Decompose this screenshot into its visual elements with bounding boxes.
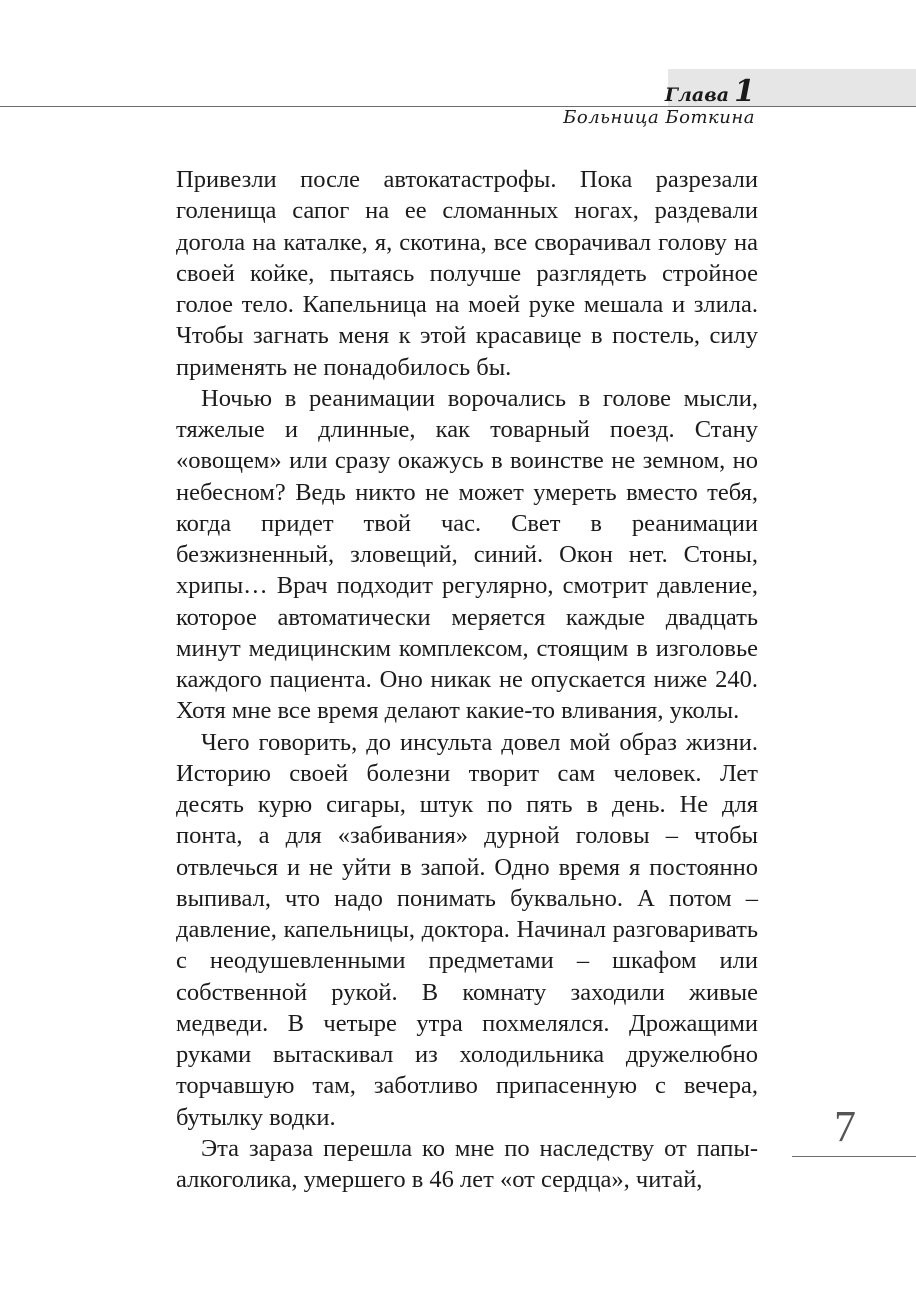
chapter-number: 1 — [734, 74, 755, 109]
footer-rule — [792, 1156, 916, 1157]
chapter-label: Глава — [664, 84, 730, 106]
paragraph: Чего говорить, до инсульта довел мой образ жизни. Историю своей болезни творит сам человек. Лет десять курю сигары, штук по пять в день. Не для понта, а для «забивания» дурной головы – чтобы отвлечься и не уйти в запой. Одно время я постоянно выпивал, что надо понимать буквально. А потом – давление, капельницы, доктора. Начинал разговаривать с неодушевленными предметами – шкафом или собственной рукой. В комнату заходили живые медведи. В четыре утра похмелялся. Дрожащими руками вытаскивал из холодильника дружелюбно торчавшую там, заботливо припасенную с вечера, бутылку водки. — [176, 728, 758, 1131]
running-section-title: Больница Боткина — [563, 107, 755, 128]
page-number: 7 — [834, 1102, 856, 1151]
paragraph: Ночью в реанимации ворочались в голове мысли, тяжелые и длинные, как товарный поезд. Стану «овощем» или сразу окажусь в воинстве не земном, но небесном? Ведь никто не может умереть вместо тебя, когда придет твой час. Свет в реанимации безжизненный, зловещий, синий. Окон нет. Стоны, хрипы… Врач подходит регулярно, смотрит давление, которое автоматически меряется каждые двадцать минут медицинским комплексом, стоящим в изголовье каждого пациента. Оно никак не опускается ниже 240. Хотя мне все время делают какие-то вливания, уколы. — [176, 384, 758, 725]
paragraph: Эта зараза перешла ко мне по наследству от папы-алкоголика, умершего в 46 лет «от сердца», читай, — [176, 1134, 758, 1193]
paragraph: Привезли после автокатастрофы. Пока разрезали голенища сапог на ее сломанных ногах, раздевали догола на каталке, я, скотина, все сворачивал голову на своей койке, пытаясь получше разглядеть стройное голое тело. Капельница на моей руке мешала и злила. Чтобы загнать меня к этой красавице в постель, силу применять не понадобилось бы. — [176, 166, 758, 381]
chapter-heading — [560, 74, 755, 108]
body-text — [176, 164, 758, 1195]
